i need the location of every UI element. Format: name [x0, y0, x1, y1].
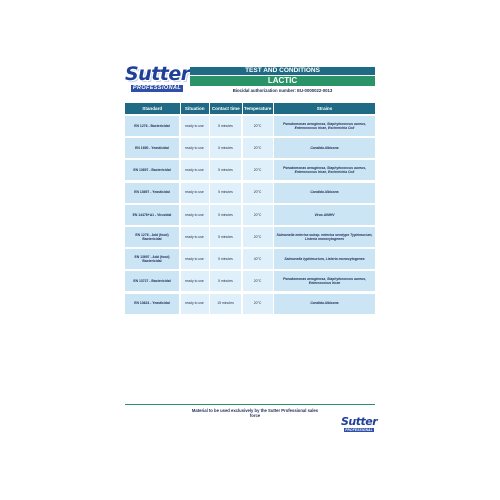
table-header-row	[125, 103, 375, 114]
footer-note: Material to be used exclusively by the Sutter Professional sales force	[191, 408, 319, 418]
cell-strains: Salmonella typhimurium, Listeria monocytogenes	[274, 249, 375, 269]
cell-situation: ready to use	[181, 249, 209, 269]
footer-divider	[125, 404, 375, 405]
header-standard: Standard	[125, 103, 181, 114]
header-situation: Situation	[181, 103, 211, 114]
logo-wordmark: Sutter	[125, 63, 190, 85]
cell-contact-time: 15 minutes	[210, 294, 241, 314]
table-row	[125, 249, 375, 269]
logo-subtitle: PROFESSIONAL	[132, 85, 182, 91]
cell-contact-time: 5 minutes	[210, 160, 241, 180]
cell-situation: ready to use	[181, 294, 209, 314]
cell-temperature: 20°C	[243, 205, 273, 225]
table-row	[125, 116, 375, 136]
cell-contact-time: 5 minutes	[210, 249, 241, 269]
cell-situation: ready to use	[181, 160, 209, 180]
cell-situation: ready to use	[181, 227, 209, 247]
table-row	[125, 160, 375, 180]
cell-contact-time: 5 minutes	[210, 116, 241, 136]
cell-temperature: 20°C	[243, 227, 273, 247]
cell-strains: Virus AIMHV	[274, 205, 375, 225]
cell-standard: EN 1276 - Add (food) Bactericidal	[125, 227, 179, 247]
authorization-number: Biocidal authorization number: EU-0000022-0013	[232, 88, 333, 93]
document-title: TEST AND CONDITIONS	[190, 67, 375, 75]
cell-strains: Pseudomonas aeruginosa, Staphylococcus aureus, Enterococcus hirae, Escherichia Coli	[274, 160, 375, 180]
cell-standard: EN 13697 - Bactericidal	[125, 160, 179, 180]
cell-situation: ready to use	[181, 116, 209, 136]
cell-strains: Candida Albicans	[274, 138, 375, 158]
cell-temperature: 20°C	[243, 294, 273, 314]
table-row	[125, 138, 375, 158]
cell-standard: EN 13727 - Bactericidal	[125, 271, 179, 291]
cell-strains: Pseudomonas aeruginosa, Staphylococcus aureus, Enterococcus hirae	[274, 271, 375, 291]
cell-standard: EN 13697 - Add (food) Bactericidal	[125, 249, 179, 269]
cell-contact-time: 5 minutes	[210, 138, 241, 158]
cell-temperature: 40°C	[243, 249, 273, 269]
table-row	[125, 294, 375, 314]
cell-temperature: 20°C	[243, 138, 273, 158]
cell-contact-time: 5 minutes	[210, 271, 241, 291]
cell-strains: Candida Albicans	[274, 183, 375, 203]
cell-standard: EN 13624 - Yeasticidal	[125, 294, 179, 314]
cell-contact-time: 5 minutes	[210, 227, 241, 247]
cell-strains: Candida Albicans	[274, 294, 375, 314]
cell-standard: EN 1276 - Bactericidal	[125, 116, 179, 136]
cell-situation: ready to use	[181, 205, 209, 225]
logo-wordmark: Sutter	[341, 415, 378, 428]
cell-temperature: 20°C	[243, 160, 273, 180]
cell-strains: Pseudomonas aeruginosa, Staphylococcus aureus, Enterococcus hirae, Escherichia Coli	[274, 116, 375, 136]
test-conditions-table	[125, 103, 375, 316]
product-name: LACTIC	[190, 76, 375, 86]
table-row	[125, 227, 375, 247]
logo-subtitle: PROFESSIONAL	[345, 428, 373, 432]
cell-standard: EN 13697 - Yeasticidal	[125, 183, 179, 203]
cell-situation: ready to use	[181, 183, 209, 203]
table-row	[125, 271, 375, 291]
cell-situation: ready to use	[181, 138, 209, 158]
cell-temperature: 20°C	[243, 183, 273, 203]
cell-situation: ready to use	[181, 271, 209, 291]
cell-contact-time: 5 minutes	[210, 205, 241, 225]
table-row	[125, 183, 375, 203]
cell-contact-time: 5 minutes	[210, 183, 241, 203]
table-row	[125, 205, 375, 225]
cell-temperature: 20°C	[243, 271, 273, 291]
cell-strains: Salmonella enterica subsp. enterica serotype Typhimurium, Listeria monocytogenes	[274, 227, 375, 247]
header-contact-time: Contact time	[210, 103, 243, 114]
header-strains: Strains	[316, 106, 333, 111]
header-temperature: Temperature	[243, 103, 275, 114]
cell-standard: EN 1650 - Yeasticidal	[125, 138, 179, 158]
cell-temperature: 20°C	[243, 116, 273, 136]
sutter-logo	[125, 63, 190, 93]
cell-standard: EN 14476+A1 - Virucidal	[125, 205, 179, 225]
sutter-logo-small	[341, 415, 378, 433]
